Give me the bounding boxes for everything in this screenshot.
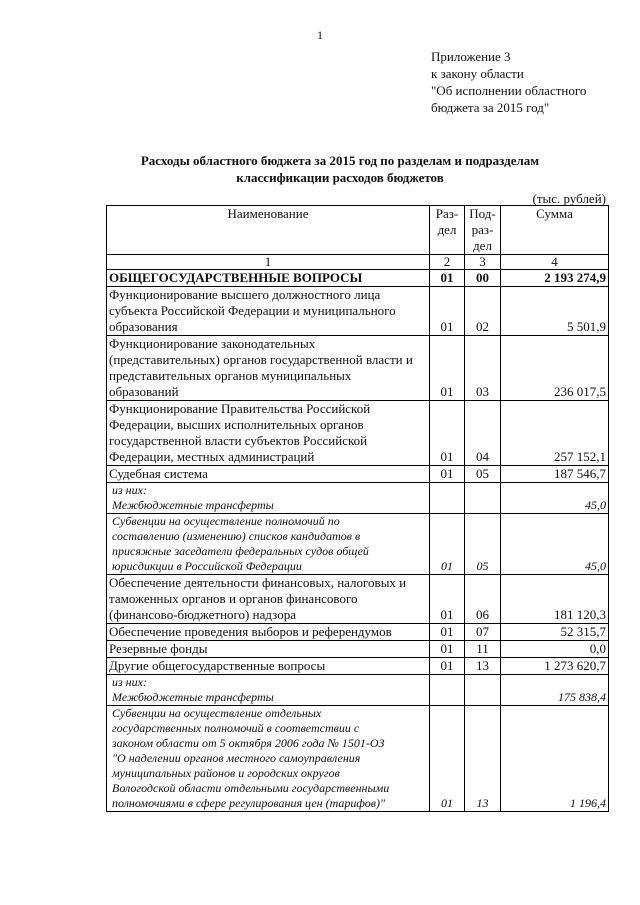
row-amount: 0,0 <box>501 641 609 658</box>
row-name-line: государственных полномочий в соответствии с <box>112 721 360 735</box>
row-name-line: составлению (изменению) списков кандидатов в <box>112 529 361 543</box>
column-number: 4 <box>501 255 609 270</box>
title-line: Расходы областного бюджета за 2015 год по разделам и подразделам <box>140 153 540 168</box>
row-amount: 1 273 620,7 <box>501 658 609 675</box>
row-name-line: Функционирование законодательных <box>109 336 316 351</box>
header-amount: Сумма <box>501 206 609 255</box>
row-name-line: присяжные заседатели федеральных судов общей <box>112 544 369 558</box>
header-subsection: Под- раз- дел <box>465 206 501 255</box>
row-section: 01 <box>430 401 465 466</box>
appendix-line: бюджета за 2015 год" <box>431 100 550 115</box>
table-header-row <box>107 206 609 255</box>
row-name-line: Резервные фонды <box>109 641 208 656</box>
row-name <box>107 514 430 575</box>
row-subsection: 03 <box>465 336 501 401</box>
row-amount: 236 017,5 <box>501 336 609 401</box>
table-row <box>107 483 609 514</box>
page-number: 1 <box>317 28 323 42</box>
title-line: классификации расходов бюджетов <box>236 170 444 185</box>
row-name <box>107 401 430 466</box>
row-section: 01 <box>430 641 465 658</box>
row-amount: 1 196,4 <box>501 706 609 812</box>
document-title <box>110 152 570 186</box>
row-name-line: Субвенции на осуществление полномочий по <box>112 514 340 528</box>
units-label: (тыс. рублей) <box>532 191 606 206</box>
row-name-line: юрисдикции в Российской Федерации <box>112 559 302 573</box>
row-subsection: 13 <box>465 658 501 675</box>
row-section: 01 <box>430 466 465 483</box>
row-subsection <box>465 675 501 706</box>
table-row <box>107 336 609 401</box>
row-name-line: (представительных) органов государственной власти и <box>109 352 413 367</box>
row-name-line: образований <box>109 384 179 399</box>
row-name-line: ОБЩЕГОСУДАРСТВЕННЫЕ ВОПРОСЫ <box>109 270 363 285</box>
row-section: 01 <box>430 336 465 401</box>
row-name-line: Судебная система <box>109 466 208 481</box>
row-name-line: Другие общегосударственные вопросы <box>109 658 326 673</box>
row-name-line: "О наделении органов местного самоуправления <box>112 751 361 765</box>
row-name-line: законом области от 5 октября 2006 года № 1501-ОЗ <box>112 736 385 750</box>
row-name-line: Межбюджетные трансферты <box>112 690 274 704</box>
row-name-line: (финансово-бюджетного) надзора <box>109 607 296 622</box>
row-name <box>107 287 430 336</box>
row-amount: 181 120,3 <box>501 575 609 624</box>
row-section: 01 <box>430 624 465 641</box>
table-row <box>107 287 609 336</box>
row-subsection: 05 <box>465 466 501 483</box>
table-row <box>107 466 609 483</box>
table-row <box>107 401 609 466</box>
row-name-line: Обеспечение проведения выборов и референдумов <box>109 624 392 639</box>
row-subsection: 06 <box>465 575 501 624</box>
row-name-line: Функционирование высшего должностного лица <box>109 287 381 302</box>
row-amount: 45,0 <box>501 483 609 514</box>
row-name-line: субъекта Российской Федерации и муниципального <box>109 303 396 318</box>
row-name-line: представительных органов муниципальных <box>109 368 352 383</box>
row-name <box>107 706 430 812</box>
row-name-line: Межбюджетные трансферты <box>112 498 274 512</box>
row-name <box>107 466 430 483</box>
row-amount: 2 193 274,9 <box>501 270 609 287</box>
row-amount: 175 838,4 <box>501 675 609 706</box>
expenditure-table <box>106 205 609 812</box>
appendix-note <box>431 48 631 116</box>
row-amount: 257 152,1 <box>501 401 609 466</box>
row-name-line: полномочиями в сфере регулирования цен (тарифов)" <box>112 796 386 810</box>
row-name-line: образования <box>109 319 178 334</box>
row-section: 01 <box>430 658 465 675</box>
column-number: 2 <box>430 255 465 270</box>
row-name-line: Функционирование Правительства Российской <box>109 401 371 416</box>
row-name-line: из них: <box>112 483 147 497</box>
column-number-row <box>107 255 609 270</box>
row-name <box>107 658 430 675</box>
table-row <box>107 706 609 812</box>
row-amount: 5 501,9 <box>501 287 609 336</box>
row-amount: 187 546,7 <box>501 466 609 483</box>
row-name-line: Федерации, высших исполнительных органов <box>109 417 364 432</box>
row-subsection: 05 <box>465 514 501 575</box>
table-row <box>107 675 609 706</box>
row-name-line: Обеспечение деятельности финансовых, налоговых и <box>109 575 407 590</box>
row-subsection: 11 <box>465 641 501 658</box>
row-section: 01 <box>430 514 465 575</box>
row-name <box>107 483 430 514</box>
column-number: 3 <box>465 255 501 270</box>
row-subsection: 07 <box>465 624 501 641</box>
row-section <box>430 483 465 514</box>
row-subsection: 04 <box>465 401 501 466</box>
table-row <box>107 641 609 658</box>
appendix-line: Приложение 3 <box>431 49 511 64</box>
table-row <box>107 514 609 575</box>
row-name-line: государственной власти субъектов Российской <box>109 433 368 448</box>
row-name-line: Федерации, местных администраций <box>109 449 315 464</box>
table-row <box>107 658 609 675</box>
row-name-line: из них: <box>112 675 147 689</box>
row-name <box>107 575 430 624</box>
row-name <box>107 641 430 658</box>
row-subsection <box>465 483 501 514</box>
row-section: 01 <box>430 575 465 624</box>
row-name <box>107 270 430 287</box>
table-row <box>107 624 609 641</box>
row-name <box>107 336 430 401</box>
row-section: 01 <box>430 270 465 287</box>
appendix-line: к закону области <box>431 66 524 81</box>
row-section: 01 <box>430 706 465 812</box>
row-name-line: Субвенции на осуществление отдельных <box>112 706 322 720</box>
header-name: Наименование <box>107 206 430 255</box>
row-name-line: Вологодской области отдельными государственными <box>112 781 390 795</box>
row-name-line: муниципальных районов и городских округов <box>112 766 340 780</box>
row-name-line: таможенных органов и органов финансового <box>109 591 358 606</box>
appendix-line: "Об исполнении областного <box>431 83 587 98</box>
row-amount: 45,0 <box>501 514 609 575</box>
row-name <box>107 624 430 641</box>
header-section: Раз- дел <box>430 206 465 255</box>
row-name <box>107 675 430 706</box>
table-row <box>107 270 609 287</box>
row-subsection: 13 <box>465 706 501 812</box>
row-subsection: 00 <box>465 270 501 287</box>
table-row <box>107 575 609 624</box>
row-subsection: 02 <box>465 287 501 336</box>
row-amount: 52 315,7 <box>501 624 609 641</box>
row-section: 01 <box>430 287 465 336</box>
row-section <box>430 675 465 706</box>
column-number: 1 <box>107 255 430 270</box>
